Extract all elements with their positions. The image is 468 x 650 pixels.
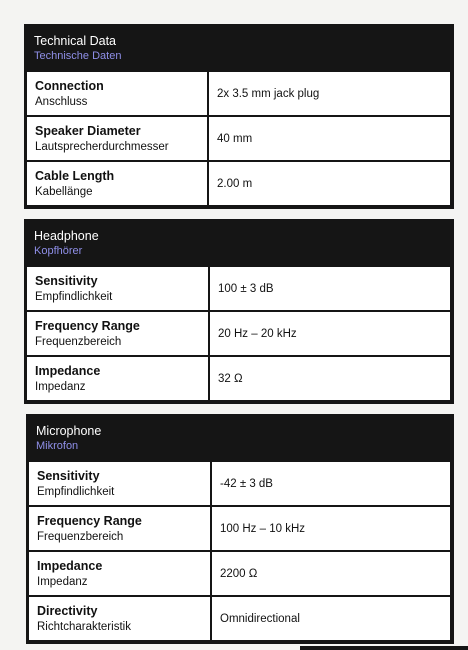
spec-label-en: Sensitivity [37, 468, 100, 483]
microphone-section [26, 414, 454, 644]
spec-row-sensitivity [29, 462, 450, 505]
spec-value: 20 Hz – 20 kHz [210, 312, 450, 355]
spec-label-en: Sensitivity [35, 273, 98, 288]
spec-label-de: Frequenzbereich [35, 335, 122, 348]
technical-data-section [24, 24, 454, 209]
spec-row-connection [27, 72, 450, 115]
spec-label [27, 117, 207, 160]
spec-row-cable-length [27, 162, 450, 205]
page-edge-bar [300, 646, 468, 650]
spec-label [29, 597, 210, 640]
spec-label-de: Lautsprecherdurchmesser [35, 140, 169, 153]
headphone-section [24, 219, 454, 404]
spec-label-de: Frequenzbereich [37, 530, 124, 543]
spec-row-frequency-range [27, 312, 450, 355]
spec-row-sensitivity [27, 267, 450, 310]
section-subtitle: Technische Daten [34, 50, 122, 62]
section-title: Headphone [34, 229, 99, 243]
spec-label [27, 357, 208, 400]
section-title: Microphone [36, 424, 102, 438]
spec-label [27, 162, 207, 205]
spec-label [27, 72, 207, 115]
section-subtitle: Mikrofon [36, 440, 79, 452]
spec-row-impedance [27, 357, 450, 400]
section-subtitle: Kopfhörer [34, 245, 83, 257]
spec-value: 32 Ω [210, 357, 450, 400]
spec-label-de: Empfindlichkeit [35, 290, 113, 303]
spec-label-en: Cable Length [35, 168, 115, 183]
spec-label-en: Impedance [37, 558, 103, 573]
spec-row-speaker-diameter [27, 117, 450, 160]
spec-value: 40 mm [209, 117, 450, 160]
spec-value: 2200 Ω [212, 552, 450, 595]
spec-value: 2x 3.5 mm jack plug [209, 72, 450, 115]
spec-label [29, 462, 210, 505]
spec-label [27, 312, 208, 355]
spec-label-de: Empfindlichkeit [37, 485, 115, 498]
spec-row-frequency-range [29, 507, 450, 550]
spec-label-en: Speaker Diameter [35, 123, 141, 138]
spec-label [29, 507, 210, 550]
section-header [24, 219, 454, 267]
spec-value: 100 ± 3 dB [210, 267, 450, 310]
spec-value: -42 ± 3 dB [212, 462, 450, 505]
section-header [26, 414, 454, 462]
section-title: Technical Data [34, 34, 116, 48]
spec-label-en: Connection [35, 78, 104, 93]
spec-label-en: Frequency Range [37, 513, 142, 528]
spec-label [27, 267, 208, 310]
spec-row-impedance [29, 552, 450, 595]
spec-label-de: Impedanz [37, 575, 88, 588]
spec-label-de: Kabellänge [35, 185, 93, 198]
spec-label-de: Impedanz [35, 380, 86, 393]
spec-label-en: Frequency Range [35, 318, 140, 333]
spec-label [29, 552, 210, 595]
spec-value: 2.00 m [209, 162, 450, 205]
spec-label-de: Richtcharakteristik [37, 620, 131, 633]
section-header [24, 24, 454, 72]
spec-value: 100 Hz – 10 kHz [212, 507, 450, 550]
spec-label-de: Anschluss [35, 95, 88, 108]
spec-row-directivity [29, 597, 450, 640]
spec-label-en: Impedance [35, 363, 101, 378]
spec-value: Omnidirectional [212, 597, 450, 640]
spec-label-en: Directivity [37, 603, 98, 618]
